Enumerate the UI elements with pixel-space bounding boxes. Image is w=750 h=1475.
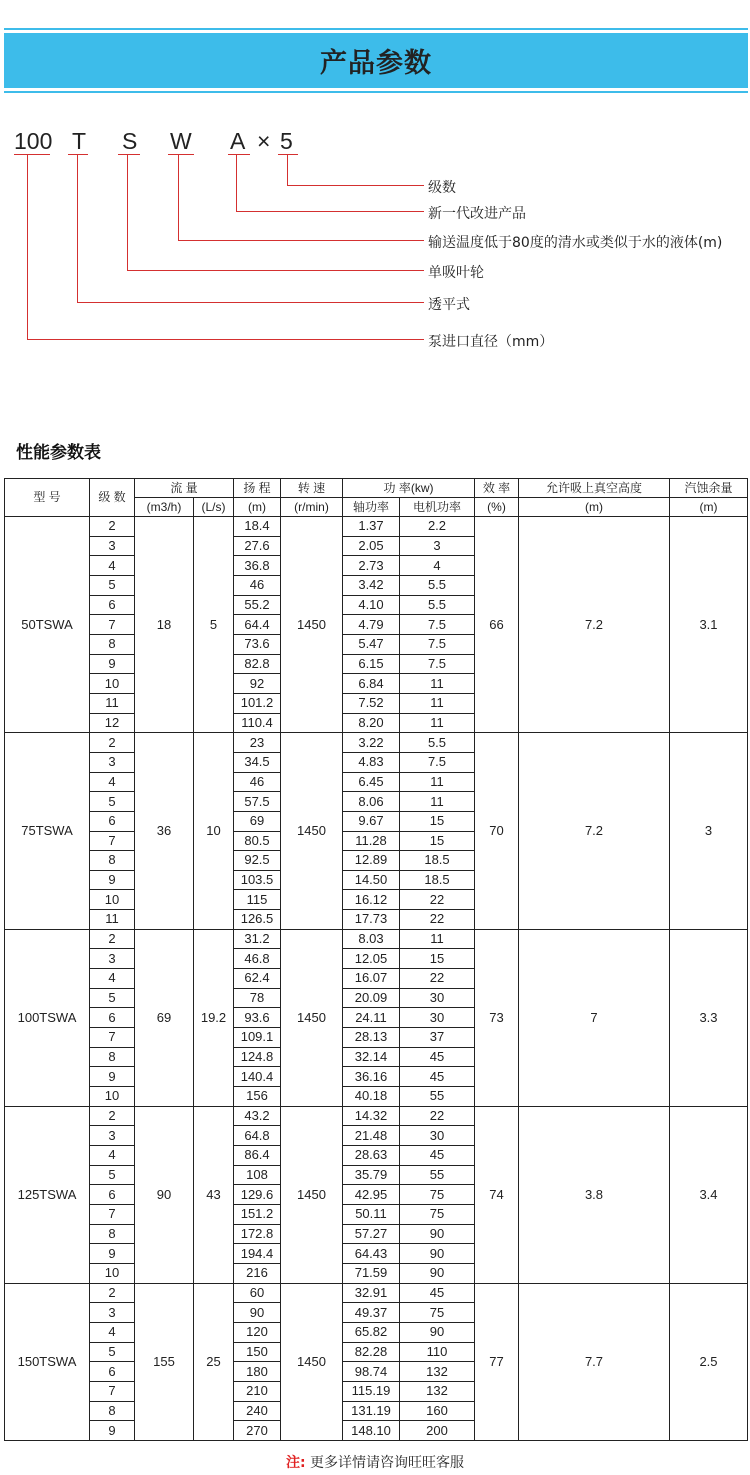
cell-head: 109.1 bbox=[234, 1028, 281, 1048]
cell-motor-power: 75 bbox=[400, 1185, 475, 1205]
table-row bbox=[5, 929, 748, 949]
cell-head: 93.6 bbox=[234, 1008, 281, 1028]
cell-motor-power: 18.5 bbox=[400, 851, 475, 871]
cell-model: 125TSWA bbox=[5, 1106, 90, 1283]
cell-stages: 2 bbox=[90, 929, 135, 949]
header-motor-power: 电机功率 bbox=[400, 498, 475, 517]
desc-stages: 级数 bbox=[428, 180, 456, 196]
cell-shaft-power: 16.07 bbox=[343, 969, 400, 989]
cell-motor-power: 90 bbox=[400, 1244, 475, 1264]
cell-head: 120 bbox=[234, 1322, 281, 1342]
cell-motor-power: 30 bbox=[400, 1008, 475, 1028]
cell-flow-ls: 5 bbox=[194, 517, 234, 733]
cell-motor-power: 22 bbox=[400, 890, 475, 910]
cell-stages: 2 bbox=[90, 733, 135, 753]
header-flow: 流 量 bbox=[135, 479, 234, 498]
cell-stages: 4 bbox=[90, 556, 135, 576]
code-part-diameter: 100 bbox=[14, 128, 53, 154]
cell-motor-power: 45 bbox=[400, 1146, 475, 1166]
cell-shaft-power: 2.05 bbox=[343, 536, 400, 556]
cell-efficiency: 77 bbox=[475, 1283, 519, 1440]
cell-motor-power: 200 bbox=[400, 1421, 475, 1441]
desc-improved: 新一代改进产品 bbox=[428, 206, 526, 222]
cell-head: 124.8 bbox=[234, 1047, 281, 1067]
cell-head: 55.2 bbox=[234, 595, 281, 615]
cell-stages: 2 bbox=[90, 517, 135, 537]
cell-stages: 12 bbox=[90, 713, 135, 733]
cell-motor-power: 15 bbox=[400, 831, 475, 851]
cell-npsh: 3.3 bbox=[670, 929, 748, 1106]
cell-head: 140.4 bbox=[234, 1067, 281, 1087]
cell-head: 115 bbox=[234, 890, 281, 910]
cell-motor-power: 15 bbox=[400, 949, 475, 969]
cell-motor-power: 11 bbox=[400, 792, 475, 812]
cell-stages: 11 bbox=[90, 910, 135, 930]
cell-shaft-power: 6.15 bbox=[343, 654, 400, 674]
cell-motor-power: 160 bbox=[400, 1401, 475, 1421]
cell-stages: 9 bbox=[90, 1244, 135, 1264]
cell-motor-power: 11 bbox=[400, 674, 475, 694]
cell-motor-power: 15 bbox=[400, 811, 475, 831]
cell-stages: 6 bbox=[90, 595, 135, 615]
cell-motor-power: 7.5 bbox=[400, 752, 475, 772]
cell-motor-power: 90 bbox=[400, 1224, 475, 1244]
cell-stages: 4 bbox=[90, 772, 135, 792]
cell-shaft-power: 6.45 bbox=[343, 772, 400, 792]
cell-shaft-power: 65.82 bbox=[343, 1322, 400, 1342]
header-efficiency-unit: (%) bbox=[475, 498, 519, 517]
cell-model: 100TSWA bbox=[5, 929, 90, 1106]
cell-suction: 3.8 bbox=[519, 1106, 670, 1283]
cell-head: 103.5 bbox=[234, 870, 281, 890]
cell-stages: 3 bbox=[90, 1303, 135, 1323]
cell-motor-power: 4 bbox=[400, 556, 475, 576]
cell-shaft-power: 21.48 bbox=[343, 1126, 400, 1146]
cell-shaft-power: 8.03 bbox=[343, 929, 400, 949]
cell-shaft-power: 6.84 bbox=[343, 674, 400, 694]
cell-shaft-power: 3.42 bbox=[343, 575, 400, 595]
cell-stages: 3 bbox=[90, 1126, 135, 1146]
cell-flow-m3h: 36 bbox=[135, 733, 194, 930]
code-part-s: S bbox=[122, 128, 138, 154]
table-body bbox=[5, 517, 748, 1441]
header-power: 功 率(kw) bbox=[343, 479, 475, 498]
header-npsh-unit: (m) bbox=[670, 498, 748, 517]
cell-stages: 3 bbox=[90, 752, 135, 772]
cell-shaft-power: 71.59 bbox=[343, 1263, 400, 1283]
cell-head: 69 bbox=[234, 811, 281, 831]
cell-stages: 10 bbox=[90, 1087, 135, 1107]
cell-motor-power: 11 bbox=[400, 693, 475, 713]
cell-motor-power: 3 bbox=[400, 536, 475, 556]
cell-head: 23 bbox=[234, 733, 281, 753]
cell-head: 126.5 bbox=[234, 910, 281, 930]
cell-stages: 5 bbox=[90, 988, 135, 1008]
cell-shaft-power: 24.11 bbox=[343, 1008, 400, 1028]
desc-type: 透平式 bbox=[428, 297, 470, 313]
cell-motor-power: 45 bbox=[400, 1283, 475, 1303]
cell-head: 46 bbox=[234, 575, 281, 595]
header-efficiency: 效 率 bbox=[475, 479, 519, 498]
cell-shaft-power: 5.47 bbox=[343, 634, 400, 654]
cell-model: 50TSWA bbox=[5, 517, 90, 733]
cell-motor-power: 18.5 bbox=[400, 870, 475, 890]
cell-flow-m3h: 69 bbox=[135, 929, 194, 1106]
cell-motor-power: 2.2 bbox=[400, 517, 475, 537]
cell-head: 27.6 bbox=[234, 536, 281, 556]
cell-efficiency: 74 bbox=[475, 1106, 519, 1283]
cell-stages: 9 bbox=[90, 1067, 135, 1087]
cell-stages: 3 bbox=[90, 536, 135, 556]
header-head: 扬 程 bbox=[234, 479, 281, 498]
cell-head: 60 bbox=[234, 1283, 281, 1303]
cell-shaft-power: 11.28 bbox=[343, 831, 400, 851]
header-suction: 允许吸上真空高度 bbox=[519, 479, 670, 498]
cell-model: 75TSWA bbox=[5, 733, 90, 930]
cell-npsh: 2.5 bbox=[670, 1283, 748, 1440]
cell-head: 101.2 bbox=[234, 693, 281, 713]
cell-head: 172.8 bbox=[234, 1224, 281, 1244]
cell-flow-ls: 19.2 bbox=[194, 929, 234, 1106]
cell-shaft-power: 9.67 bbox=[343, 811, 400, 831]
cell-suction: 7 bbox=[519, 929, 670, 1106]
cell-head: 108 bbox=[234, 1165, 281, 1185]
header-suction-unit: (m) bbox=[519, 498, 670, 517]
cell-shaft-power: 2.73 bbox=[343, 556, 400, 576]
cell-motor-power: 75 bbox=[400, 1204, 475, 1224]
cell-head: 34.5 bbox=[234, 752, 281, 772]
desc-diameter: 泵进口直径（mm） bbox=[428, 334, 554, 350]
cell-stages: 9 bbox=[90, 654, 135, 674]
cell-stages: 7 bbox=[90, 1204, 135, 1224]
cell-stages: 7 bbox=[90, 1381, 135, 1401]
performance-table bbox=[4, 478, 748, 1441]
cell-head: 73.6 bbox=[234, 634, 281, 654]
cell-shaft-power: 1.37 bbox=[343, 517, 400, 537]
cell-efficiency: 66 bbox=[475, 517, 519, 733]
cell-stages: 10 bbox=[90, 1263, 135, 1283]
cell-flow-ls: 25 bbox=[194, 1283, 234, 1440]
cell-shaft-power: 28.13 bbox=[343, 1028, 400, 1048]
cell-stages: 10 bbox=[90, 674, 135, 694]
cell-flow-ls: 43 bbox=[194, 1106, 234, 1283]
cell-head: 92 bbox=[234, 674, 281, 694]
cell-head: 82.8 bbox=[234, 654, 281, 674]
cell-shaft-power: 8.20 bbox=[343, 713, 400, 733]
cell-motor-power: 55 bbox=[400, 1165, 475, 1185]
cell-shaft-power: 82.28 bbox=[343, 1342, 400, 1362]
header-speed: 转 速 bbox=[281, 479, 343, 498]
cell-stages: 2 bbox=[90, 1283, 135, 1303]
cell-head: 18.4 bbox=[234, 517, 281, 537]
banner-title: 产品参数 bbox=[320, 48, 432, 79]
header-speed-unit: (r/min) bbox=[281, 498, 343, 517]
cell-shaft-power: 50.11 bbox=[343, 1204, 400, 1224]
header-head-unit: (m) bbox=[234, 498, 281, 517]
cell-flow-m3h: 155 bbox=[135, 1283, 194, 1440]
cell-stages: 8 bbox=[90, 851, 135, 871]
cell-head: 86.4 bbox=[234, 1146, 281, 1166]
cell-shaft-power: 12.05 bbox=[343, 949, 400, 969]
cell-npsh: 3.4 bbox=[670, 1106, 748, 1283]
cell-shaft-power: 16.12 bbox=[343, 890, 400, 910]
table-row bbox=[5, 517, 748, 537]
cell-motor-power: 90 bbox=[400, 1263, 475, 1283]
cell-npsh: 3 bbox=[670, 733, 748, 930]
cell-head: 46.8 bbox=[234, 949, 281, 969]
cell-stages: 8 bbox=[90, 634, 135, 654]
cell-stages: 6 bbox=[90, 1185, 135, 1205]
cell-shaft-power: 40.18 bbox=[343, 1087, 400, 1107]
cell-stages: 8 bbox=[90, 1224, 135, 1244]
cell-head: 90 bbox=[234, 1303, 281, 1323]
cell-head: 210 bbox=[234, 1381, 281, 1401]
leader-lines bbox=[0, 0, 750, 380]
cell-shaft-power: 64.43 bbox=[343, 1244, 400, 1264]
cell-head: 78 bbox=[234, 988, 281, 1008]
table-row bbox=[5, 1106, 748, 1126]
cell-motor-power: 132 bbox=[400, 1362, 475, 1382]
cell-motor-power: 30 bbox=[400, 1126, 475, 1146]
header-flow-ls: (L/s) bbox=[194, 498, 234, 517]
cell-shaft-power: 17.73 bbox=[343, 910, 400, 930]
cell-head: 270 bbox=[234, 1421, 281, 1441]
cell-head: 64.4 bbox=[234, 615, 281, 635]
cell-head: 194.4 bbox=[234, 1244, 281, 1264]
cell-shaft-power: 115.19 bbox=[343, 1381, 400, 1401]
cell-head: 57.5 bbox=[234, 792, 281, 812]
cell-shaft-power: 57.27 bbox=[343, 1224, 400, 1244]
cell-stages: 6 bbox=[90, 1008, 135, 1028]
cell-head: 43.2 bbox=[234, 1106, 281, 1126]
cell-shaft-power: 8.06 bbox=[343, 792, 400, 812]
cell-stages: 5 bbox=[90, 1342, 135, 1362]
header-shaft-power: 轴功率 bbox=[343, 498, 400, 517]
leader-line-type bbox=[78, 155, 425, 303]
cell-head: 31.2 bbox=[234, 929, 281, 949]
cell-flow-m3h: 18 bbox=[135, 517, 194, 733]
cell-motor-power: 132 bbox=[400, 1381, 475, 1401]
cell-shaft-power: 49.37 bbox=[343, 1303, 400, 1323]
cell-head: 180 bbox=[234, 1362, 281, 1382]
cell-head: 64.8 bbox=[234, 1126, 281, 1146]
cell-stages: 11 bbox=[90, 693, 135, 713]
cell-stages: 8 bbox=[90, 1401, 135, 1421]
cell-motor-power: 75 bbox=[400, 1303, 475, 1323]
cell-stages: 5 bbox=[90, 792, 135, 812]
footer-note bbox=[0, 1452, 750, 1472]
cell-motor-power: 90 bbox=[400, 1322, 475, 1342]
cell-stages: 9 bbox=[90, 870, 135, 890]
leader-line-medium bbox=[179, 155, 425, 241]
cell-speed: 1450 bbox=[281, 733, 343, 930]
cell-speed: 1450 bbox=[281, 517, 343, 733]
cell-stages: 7 bbox=[90, 831, 135, 851]
note-text: 更多详情请咨询旺旺客服 bbox=[310, 1455, 465, 1471]
cell-motor-power: 11 bbox=[400, 929, 475, 949]
cell-shaft-power: 7.52 bbox=[343, 693, 400, 713]
cell-efficiency: 73 bbox=[475, 929, 519, 1106]
cell-shaft-power: 14.50 bbox=[343, 870, 400, 890]
cell-shaft-power: 12.89 bbox=[343, 851, 400, 871]
leader-line-improved bbox=[237, 155, 425, 212]
cell-shaft-power: 32.14 bbox=[343, 1047, 400, 1067]
cell-shaft-power: 4.79 bbox=[343, 615, 400, 635]
cell-motor-power: 7.5 bbox=[400, 634, 475, 654]
header-stages: 级 数 bbox=[90, 479, 135, 517]
cell-motor-power: 22 bbox=[400, 1106, 475, 1126]
cell-efficiency: 70 bbox=[475, 733, 519, 930]
cell-head: 151.2 bbox=[234, 1204, 281, 1224]
cell-shaft-power: 148.10 bbox=[343, 1421, 400, 1441]
cell-stages: 7 bbox=[90, 1028, 135, 1048]
header-model: 型 号 bbox=[5, 479, 90, 517]
cell-motor-power: 11 bbox=[400, 772, 475, 792]
cell-stages: 2 bbox=[90, 1106, 135, 1126]
cell-motor-power: 22 bbox=[400, 969, 475, 989]
cell-suction: 7.2 bbox=[519, 517, 670, 733]
cell-shaft-power: 42.95 bbox=[343, 1185, 400, 1205]
table-row bbox=[5, 1283, 748, 1303]
cell-stages: 10 bbox=[90, 890, 135, 910]
code-times-sign: × bbox=[257, 128, 271, 154]
cell-stages: 7 bbox=[90, 615, 135, 635]
cell-shaft-power: 3.22 bbox=[343, 733, 400, 753]
cell-head: 80.5 bbox=[234, 831, 281, 851]
cell-stages: 4 bbox=[90, 969, 135, 989]
cell-stages: 8 bbox=[90, 1047, 135, 1067]
cell-motor-power: 5.5 bbox=[400, 575, 475, 595]
cell-shaft-power: 4.83 bbox=[343, 752, 400, 772]
cell-motor-power: 45 bbox=[400, 1067, 475, 1087]
cell-head: 110.4 bbox=[234, 713, 281, 733]
cell-motor-power: 11 bbox=[400, 713, 475, 733]
cell-speed: 1450 bbox=[281, 1106, 343, 1283]
code-part-t: T bbox=[72, 128, 87, 154]
cell-head: 92.5 bbox=[234, 851, 281, 871]
cell-flow-m3h: 90 bbox=[135, 1106, 194, 1283]
leader-line-impeller bbox=[128, 155, 425, 271]
cell-shaft-power: 20.09 bbox=[343, 988, 400, 1008]
cell-head: 150 bbox=[234, 1342, 281, 1362]
cell-shaft-power: 36.16 bbox=[343, 1067, 400, 1087]
desc-medium: 输送温度低于80度的清水或类似于水的液体(m) bbox=[428, 235, 723, 251]
note-mark: 注: bbox=[285, 1455, 306, 1471]
cell-stages: 3 bbox=[90, 949, 135, 969]
cell-head: 46 bbox=[234, 772, 281, 792]
cell-motor-power: 30 bbox=[400, 988, 475, 1008]
cell-shaft-power: 4.10 bbox=[343, 595, 400, 615]
code-part-a: A bbox=[230, 128, 246, 154]
table-row bbox=[5, 733, 748, 753]
cell-motor-power: 37 bbox=[400, 1028, 475, 1048]
cell-shaft-power: 32.91 bbox=[343, 1283, 400, 1303]
cell-shaft-power: 35.79 bbox=[343, 1165, 400, 1185]
cell-head: 156 bbox=[234, 1087, 281, 1107]
cell-motor-power: 5.5 bbox=[400, 733, 475, 753]
cell-motor-power: 7.5 bbox=[400, 615, 475, 635]
cell-flow-ls: 10 bbox=[194, 733, 234, 930]
cell-motor-power: 7.5 bbox=[400, 654, 475, 674]
cell-shaft-power: 98.74 bbox=[343, 1362, 400, 1382]
leader-line-stages bbox=[288, 155, 425, 186]
cell-model: 150TSWA bbox=[5, 1283, 90, 1440]
cell-motor-power: 110 bbox=[400, 1342, 475, 1362]
cell-motor-power: 45 bbox=[400, 1047, 475, 1067]
cell-head: 129.6 bbox=[234, 1185, 281, 1205]
code-part-w: W bbox=[170, 128, 192, 154]
cell-motor-power: 5.5 bbox=[400, 595, 475, 615]
cell-suction: 7.2 bbox=[519, 733, 670, 930]
cell-speed: 1450 bbox=[281, 1283, 343, 1440]
cell-head: 240 bbox=[234, 1401, 281, 1421]
desc-impeller: 单吸叶轮 bbox=[428, 265, 484, 281]
cell-head: 36.8 bbox=[234, 556, 281, 576]
cell-speed: 1450 bbox=[281, 929, 343, 1106]
cell-motor-power: 22 bbox=[400, 910, 475, 930]
cell-shaft-power: 131.19 bbox=[343, 1401, 400, 1421]
header-flow-m3h: (m3/h) bbox=[135, 498, 194, 517]
cell-shaft-power: 28.63 bbox=[343, 1146, 400, 1166]
leader-line-diameter bbox=[28, 155, 425, 340]
cell-head: 62.4 bbox=[234, 969, 281, 989]
cell-stages: 9 bbox=[90, 1421, 135, 1441]
cell-suction: 7.7 bbox=[519, 1283, 670, 1440]
header-npsh: 汽蚀余量 bbox=[670, 479, 748, 498]
code-part-stages: 5 bbox=[280, 128, 293, 154]
cell-stages: 4 bbox=[90, 1146, 135, 1166]
cell-npsh: 3.1 bbox=[670, 517, 748, 733]
cell-shaft-power: 14.32 bbox=[343, 1106, 400, 1126]
section-title: 性能参数表 bbox=[16, 443, 101, 463]
cell-stages: 5 bbox=[90, 1165, 135, 1185]
cell-motor-power: 55 bbox=[400, 1087, 475, 1107]
cell-stages: 5 bbox=[90, 575, 135, 595]
cell-stages: 6 bbox=[90, 1362, 135, 1382]
cell-stages: 6 bbox=[90, 811, 135, 831]
cell-stages: 4 bbox=[90, 1322, 135, 1342]
cell-head: 216 bbox=[234, 1263, 281, 1283]
